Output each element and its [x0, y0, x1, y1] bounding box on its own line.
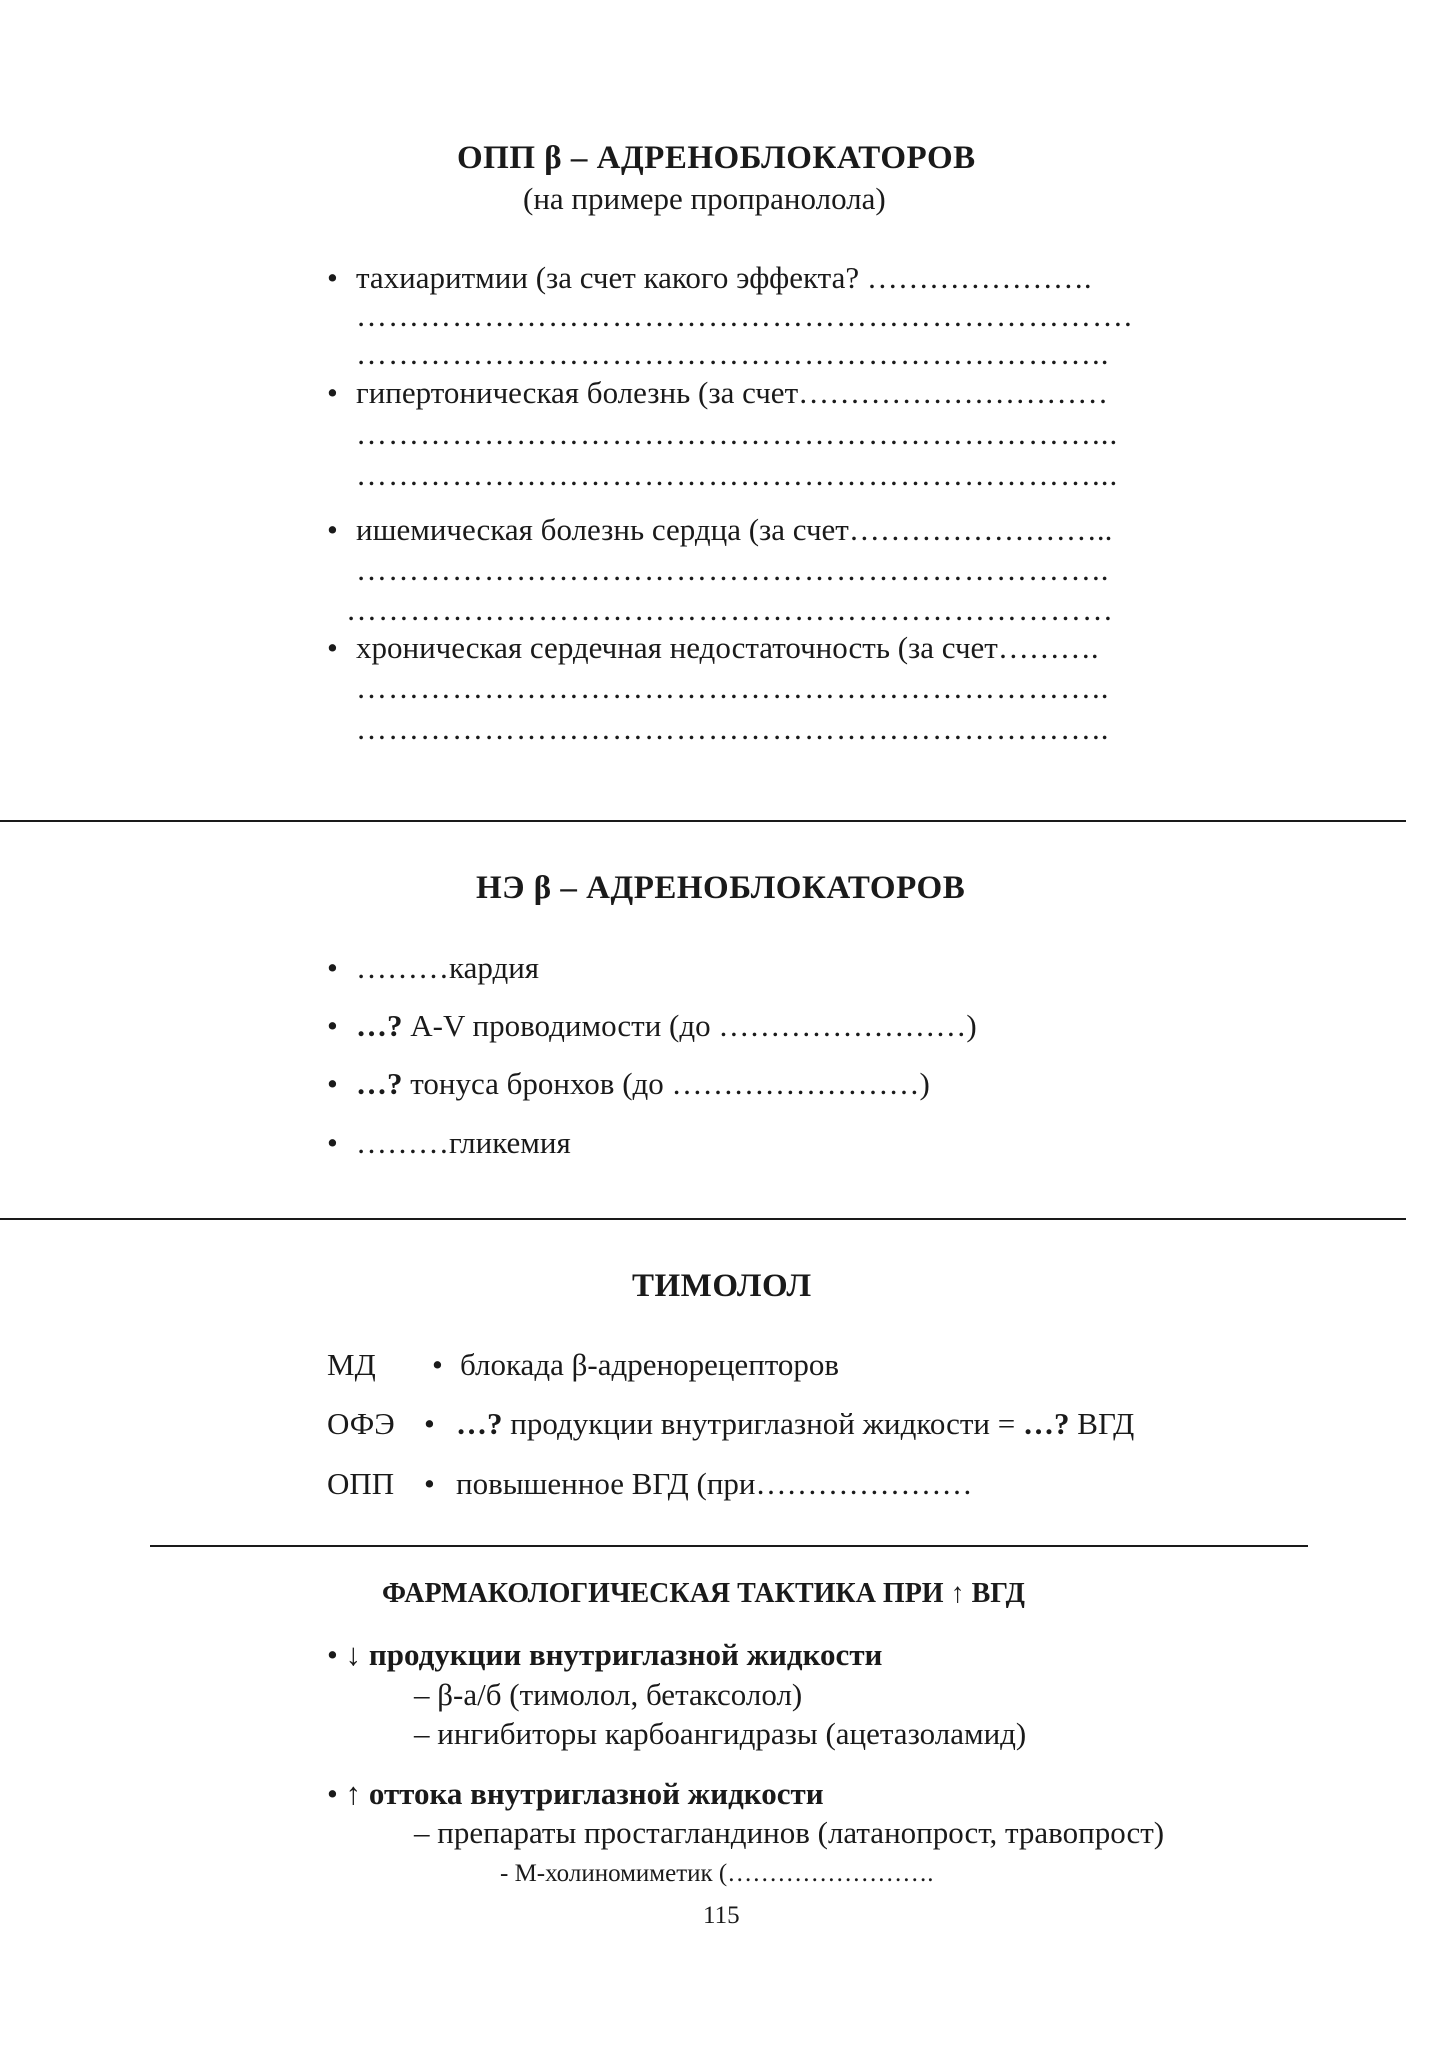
group-subitem: – препараты простагландинов (латанопрост, травопрост)	[414, 1815, 1165, 1850]
section-2-title: НЭ β – АДРЕНОБЛОКАТОРОВ	[476, 870, 966, 906]
small-line: - М-холиномиметик (…………………….	[500, 1860, 934, 1887]
group-subitem: – β-а/б (тимолол, бетаксолол)	[414, 1677, 803, 1712]
row-text-part: блокада β-адренорецепторов	[460, 1347, 840, 1382]
group-subitem: – ингибиторы карбоангидразы (ацетазоламид)	[414, 1716, 1027, 1751]
bullet: •	[424, 1466, 435, 1501]
group-heading-text: ↓ продукции внутриглазной жидкости	[345, 1637, 883, 1672]
question-marker: …?	[356, 1066, 403, 1101]
row-text	[460, 1347, 839, 1383]
list-item-text: ………гликемия	[356, 1125, 571, 1160]
fill-in-line: ……………………………………………………………..	[356, 552, 1110, 587]
fill-in-line: ……………………………………………………………..	[356, 711, 1110, 746]
row-text	[456, 1406, 1134, 1442]
row-text-part: продукции внутриглазной жидкости =	[502, 1406, 1024, 1441]
section-4-title: ФАРМАКОЛОГИЧЕСКАЯ ТАКТИКА ПРИ ↑ ВГД	[382, 1578, 1025, 1609]
bullet: •	[327, 1776, 338, 1811]
row-label: МД	[327, 1347, 376, 1382]
section-divider	[0, 1218, 1406, 1220]
list-item: хроническая сердечная недостаточность (за счет……….	[356, 630, 1099, 665]
row-text	[456, 1466, 973, 1502]
bullet: •	[327, 1637, 338, 1672]
list-item: гипертоническая болезнь (за счет…………………………	[356, 375, 1109, 410]
section-1-title: ОПП β – АДРЕНОБЛОКАТОРОВ	[457, 140, 976, 176]
list-item-text: ………кардия	[356, 950, 540, 985]
bullet: •	[327, 950, 338, 985]
fill-in-line: ……………………………………………………………….	[356, 298, 1133, 333]
row-text-part: повышенное ВГД (при…………………	[456, 1466, 973, 1501]
question-marker: …?	[456, 1406, 503, 1441]
list-item: тахиаритмии (за счет какого эффекта? ………………….	[356, 260, 1092, 295]
list-item	[356, 1066, 930, 1102]
group-heading-text: ↑ оттока внутриглазной жидкости	[345, 1776, 824, 1811]
bullet: •	[432, 1347, 443, 1382]
bullet: •	[327, 630, 338, 665]
section-3-title: ТИМОЛОЛ	[632, 1268, 812, 1304]
row-label: ОФЭ	[327, 1406, 395, 1441]
bullet: •	[424, 1406, 435, 1441]
fill-in-line: ……………………………………………………………...	[356, 457, 1119, 492]
section-1-subtitle: (на примере пропранолола)	[523, 181, 886, 216]
bullet: •	[327, 512, 338, 547]
list-item	[356, 1125, 571, 1161]
bullet: •	[327, 1066, 338, 1101]
question-marker: …?	[1023, 1406, 1070, 1441]
bullet: •	[327, 1008, 338, 1043]
list-item	[356, 1008, 977, 1044]
bullet: •	[327, 260, 338, 295]
section-divider	[0, 820, 1406, 822]
list-item-text: А-V проводимости (до ……………………)	[402, 1008, 977, 1043]
row-text-part: ВГД	[1069, 1406, 1135, 1441]
group-heading	[327, 1637, 882, 1673]
bullet: •	[327, 1125, 338, 1160]
group-heading	[327, 1776, 824, 1812]
section-divider	[150, 1545, 1308, 1547]
page-number: 115	[703, 1902, 740, 1929]
row-label: ОПП	[327, 1466, 395, 1501]
list-item-text: тонуса бронхов (до ……………………)	[402, 1066, 930, 1101]
list-item	[356, 950, 539, 986]
fill-in-line: ……………………………………………………………...	[356, 416, 1119, 451]
fill-in-line: ……………………………………………………………..	[356, 670, 1110, 705]
list-item: ишемическая болезнь сердца (за счет……………………..	[356, 512, 1113, 547]
bullet: •	[327, 375, 338, 410]
fill-in-line: ………………………………………………………………	[346, 592, 1114, 627]
question-marker: …?	[356, 1008, 403, 1043]
fill-in-line: ……………………………………………………………..	[356, 336, 1110, 371]
